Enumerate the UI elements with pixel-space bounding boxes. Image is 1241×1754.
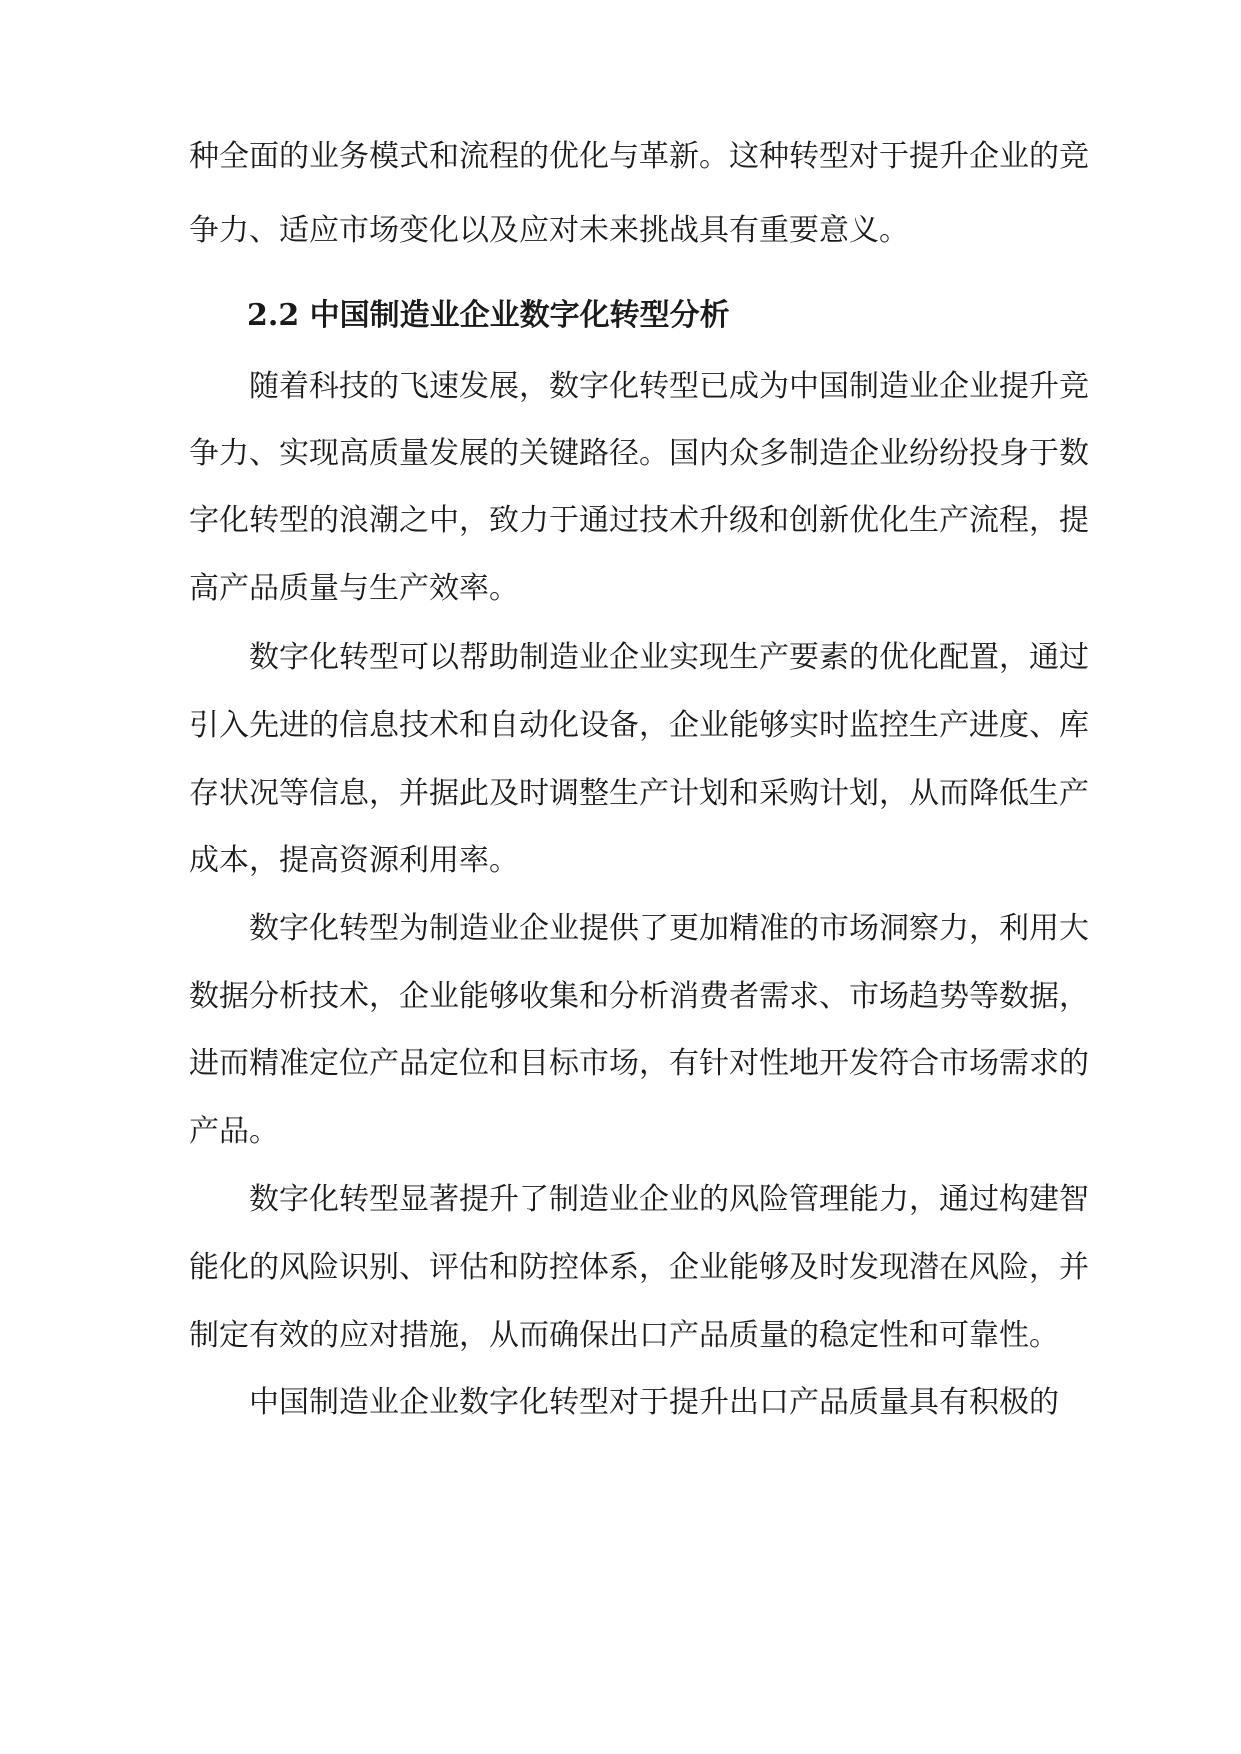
paragraph-line: 数据分析技术，企业能够收集和分析消费者需求、市场趋势等数据， bbox=[189, 979, 1089, 1014]
paragraph-line: 产品。 bbox=[189, 1114, 279, 1149]
paragraph-line: 数字化转型显著提升了制造业企业的风险管理能力，通过构建智 bbox=[249, 1182, 1089, 1217]
paragraph-line: 争力、实现高质量发展的关键路径。国内众多制造企业纷纷投身于数 bbox=[189, 436, 1089, 471]
section-heading: 2.2 中国制造业企业数字化转型分析 bbox=[247, 298, 730, 333]
paragraph-line: 能化的风险识别、评估和防控体系，企业能够及时发现潜在风险，并 bbox=[189, 1250, 1089, 1285]
paragraph-line: 种全面的业务模式和流程的优化与革新。这种转型对于提升企业的竞 bbox=[189, 139, 1089, 174]
paragraph-line: 数字化转型可以帮助制造业企业实现生产要素的优化配置，通过 bbox=[249, 640, 1089, 675]
paragraph-line: 字化转型的浪潮之中，致力于通过技术升级和创新优化生产流程，提 bbox=[189, 503, 1089, 538]
paragraph-line: 高产品质量与生产效率。 bbox=[189, 571, 519, 606]
paragraph-line: 争力、适应市场变化以及应对未来挑战具有重要意义。 bbox=[189, 213, 909, 248]
paragraph-line: 引入先进的信息技术和自动化设备，企业能够实时监控生产进度、库 bbox=[189, 708, 1089, 743]
paragraph-line: 数字化转型为制造业企业提供了更加精准的市场洞察力，利用大 bbox=[249, 911, 1089, 946]
paragraph-line: 制定有效的应对措施，从而确保出口产品质量的稳定性和可靠性。 bbox=[189, 1318, 1059, 1353]
paragraph-line: 进而精准定位产品定位和目标市场，有针对性地开发符合市场需求的 bbox=[189, 1046, 1089, 1081]
paragraph-line: 随着科技的飞速发展，数字化转型已成为中国制造业企业提升竞 bbox=[249, 369, 1089, 404]
paragraph-line: 中国制造业企业数字化转型对于提升出口产品质量具有积极的 bbox=[249, 1385, 1059, 1420]
paragraph-line: 存状况等信息，并据此及时调整生产计划和采购计划，从而降低生产 bbox=[189, 776, 1089, 811]
paragraph-line: 成本，提高资源利用率。 bbox=[189, 843, 519, 878]
